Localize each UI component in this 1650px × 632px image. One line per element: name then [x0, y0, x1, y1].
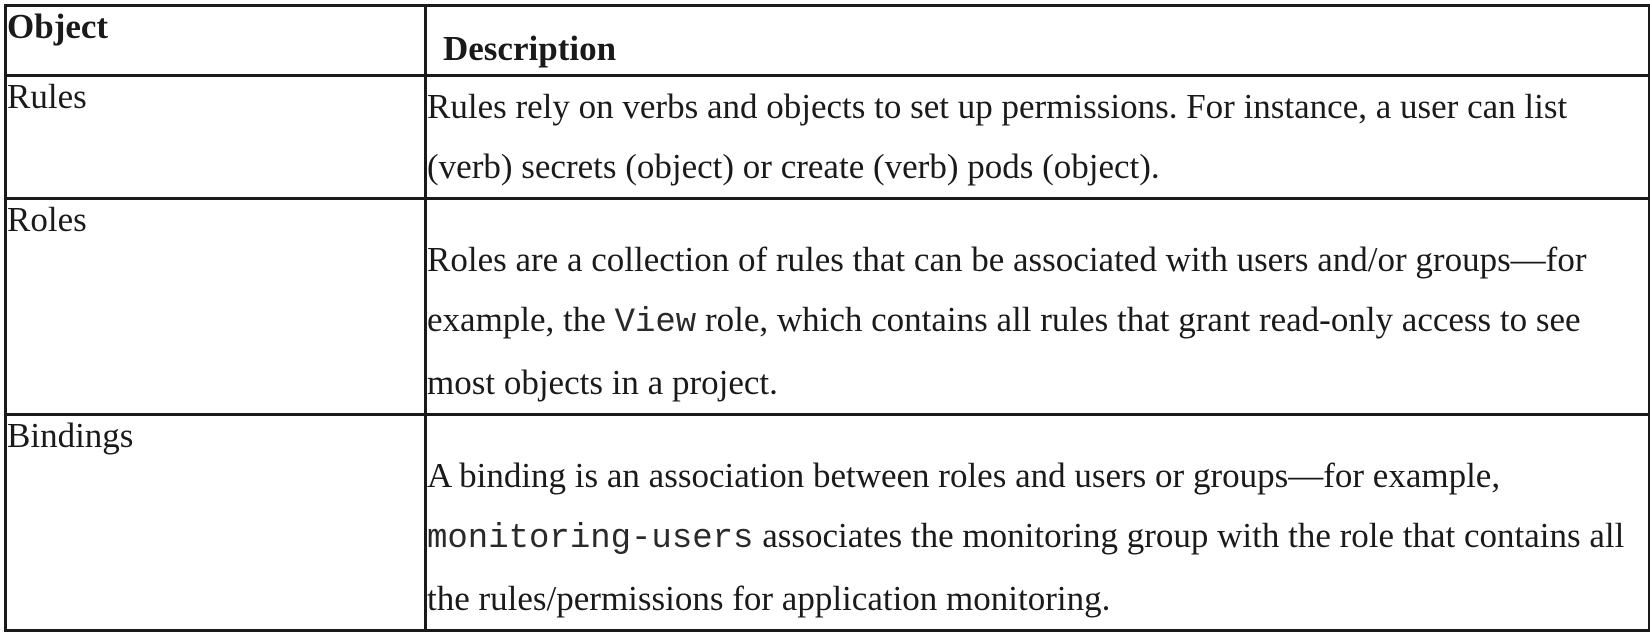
object-cell-roles: Roles — [6, 199, 426, 415]
header-description: Description — [426, 6, 1650, 76]
table-header-row — [6, 6, 1650, 76]
code-monitoring-users: monitoring-users — [427, 520, 754, 558]
code-view-role: View — [614, 304, 697, 342]
description-text-bindings-before: A binding is an association between roles and users or groups—for example, — [427, 456, 1501, 495]
description-text-roles-after: role, which contains all rules that grant read-only access to see most objects in a project. — [427, 300, 1581, 402]
description-text-roles-before: Roles are a collection of rules that can be associated with users and/or groups—for example, the — [427, 240, 1587, 339]
header-object: Object — [6, 6, 426, 76]
description-cell-rules: Rules rely on verbs and objects to set up permissions. For instance, a user can list (verb) secrets (object) or create (verb) pods (object). — [426, 76, 1650, 199]
rbac-objects-table — [4, 4, 1650, 632]
object-cell-rules: Rules — [6, 76, 426, 199]
table-row-rules — [6, 76, 1650, 199]
table-row-bindings — [6, 415, 1650, 631]
object-cell-bindings: Bindings — [6, 415, 426, 631]
description-cell-bindings — [426, 415, 1650, 631]
description-cell-roles — [426, 199, 1650, 415]
table-row-roles — [6, 199, 1650, 415]
description-text-bindings-after: associates the monitoring group with the role that contains all the rules/permissions for application monitoring. — [427, 516, 1625, 618]
